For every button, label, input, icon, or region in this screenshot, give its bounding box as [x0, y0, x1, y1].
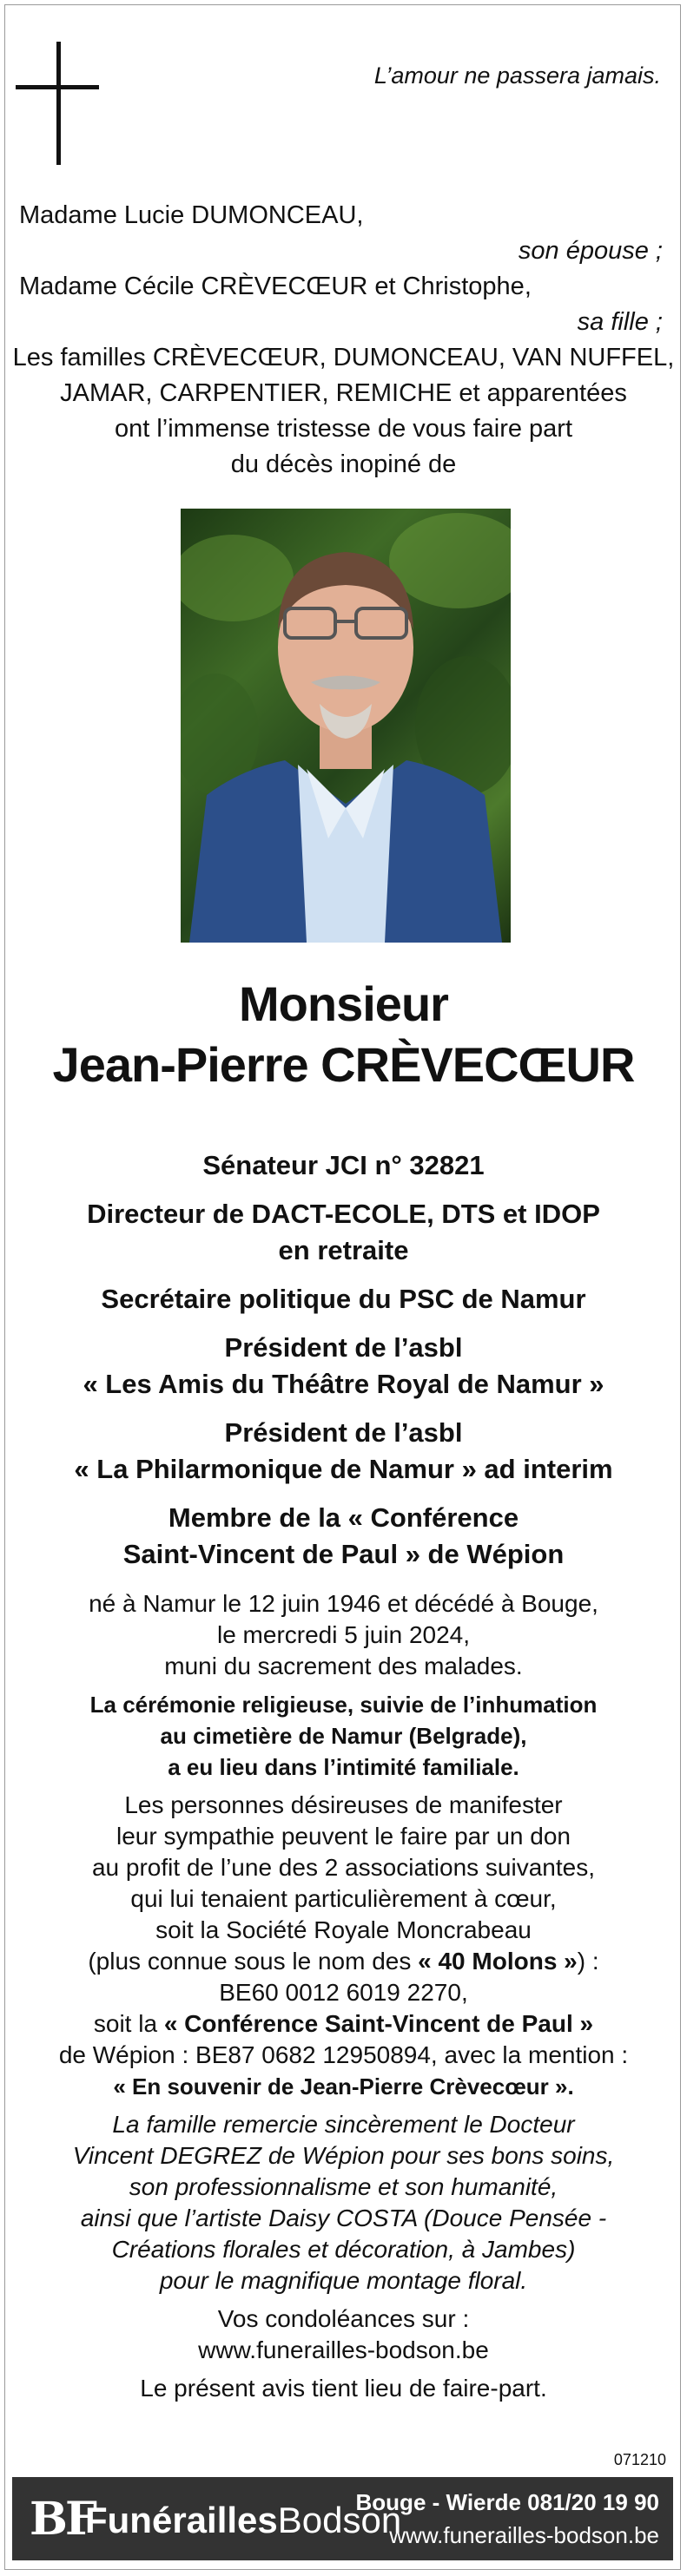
- donation-line: au profit de l’une des 2 associations suivantes,: [91, 1854, 596, 1881]
- title-senator: Sénateur JCI n° 32821: [202, 1150, 485, 1180]
- donation-line: qui lui tenaient particulièrement à cœur,: [130, 1885, 557, 1912]
- title-director-status: en retraite: [278, 1235, 409, 1265]
- thanks-line: pour le magnifique montage floral.: [159, 2267, 528, 2294]
- thanks-line: son professionnalisme et son humanité,: [129, 2173, 558, 2200]
- birth-death-line: né à Namur le 12 juin 1946 et décédé à Bouge,: [89, 1590, 598, 1617]
- donation-line: leur sympathie peuvent le faire par un don: [116, 1823, 571, 1850]
- title-member-org: Saint-Vincent de Paul » de Wépion: [122, 1539, 565, 1569]
- footer-website-link[interactable]: www.funerailles-bodson.be: [389, 2522, 659, 2548]
- donation-line: Les personnes désireuses de manifester: [124, 1791, 563, 1818]
- title-president-1: Président de l’asbl: [224, 1332, 463, 1363]
- deceased-name: Jean-Pierre CRÈVECŒUR: [52, 1037, 635, 1092]
- notice-statement: Le présent avis tient lieu de faire-part.: [140, 2375, 547, 2402]
- family-announcement: [5, 198, 682, 483]
- title-director: Directeur de DACT-ECOLE, DTS et IDOP: [87, 1199, 600, 1229]
- reference-number: 071210: [613, 2451, 666, 2468]
- deceased-name-block: [5, 974, 682, 1095]
- motto: L’amour ne passera jamais.: [373, 62, 661, 89]
- thanks-line: Vincent DEGREZ de Wépion pour ses bons soins,: [72, 2142, 615, 2169]
- sacrament-line: muni du sacrement des malades.: [164, 1653, 523, 1679]
- title-president-2: Président de l’asbl: [224, 1417, 463, 1448]
- spouse-relation: son épouse ;: [518, 237, 663, 265]
- condolences-link[interactable]: www.funerailles-bodson.be: [198, 2336, 489, 2363]
- daughter-name: Madame Cécile CRÈVECŒUR et Christophe,: [19, 273, 532, 300]
- title-president-1-org: « Les Amis du Théâtre Royal de Namur »: [83, 1369, 604, 1399]
- thanks-line: ainsi que l’artiste Daisy COSTA (Douce Pensée -: [80, 2205, 607, 2231]
- location-phone: Bouge - Wierde 081/20 19 90: [355, 2489, 659, 2515]
- announcement-line: ont l’immense tristesse de vous faire part: [114, 415, 573, 443]
- brand-name: FunéraillesBodson: [85, 2500, 402, 2540]
- portrait-photo: [181, 509, 511, 943]
- thanks-line: Créations florales et décoration, à Jambes): [111, 2236, 576, 2263]
- condolences-label: Vos condoléances sur :: [217, 2305, 470, 2332]
- thanks-line: La famille remercie sincèrement le Docteur: [112, 2111, 575, 2138]
- families-line-2: JAMAR, CARPENTIER, REMICHE et apparentées: [60, 379, 627, 407]
- death-date-line: le mercredi 5 juin 2024,: [216, 1621, 471, 1648]
- families-line-1: Les familles CRÈVECŒUR, DUMONCEAU, VAN NUFFEL,: [12, 344, 675, 371]
- title-secretary: Secrétaire politique du PSC de Namur: [101, 1284, 586, 1314]
- announcement-line: du décès inopiné de: [230, 450, 457, 478]
- bodson-logo-icon: BF: [30, 2493, 95, 2546]
- iban-line: BE60 0012 6019 2270,: [219, 1979, 468, 2006]
- donation-line: (plus connue sous le nom des « 40 Molons ») :: [88, 1948, 599, 1975]
- ceremony-line: a eu lieu dans l’intimité familiale.: [168, 1754, 519, 1780]
- ceremony-line: au cimetière de Namur (Belgrade),: [160, 1723, 527, 1749]
- details-block: [5, 1588, 682, 2404]
- titles-list: [5, 1147, 682, 1573]
- title-president-2-org: « La Philarmonique de Namur » ad interim: [74, 1454, 613, 1484]
- cross-icon: [16, 42, 99, 165]
- donation-line: soit la « Conférence Saint-Vincent de Paul »: [93, 2010, 594, 2037]
- mention-line: « En souvenir de Jean-Pierre Crèvecœur ».: [113, 2073, 574, 2100]
- donation-line: soit la Société Royale Moncrabeau: [155, 1916, 532, 1943]
- daughter-relation: sa fille ;: [577, 308, 663, 336]
- honorific: Monsieur: [239, 976, 448, 1031]
- obituary-notice: [4, 4, 681, 2570]
- ceremony-line: La cérémonie religieuse, suivie de l’inhumation: [89, 1692, 598, 1718]
- funeral-home-footer: [12, 2477, 673, 2560]
- spouse-name: Madame Lucie DUMONCEAU,: [19, 201, 364, 229]
- title-member: Membre de la « Conférence: [168, 1502, 519, 1533]
- iban-line: de Wépion : BE87 0682 12950894, avec la mention :: [58, 2041, 629, 2068]
